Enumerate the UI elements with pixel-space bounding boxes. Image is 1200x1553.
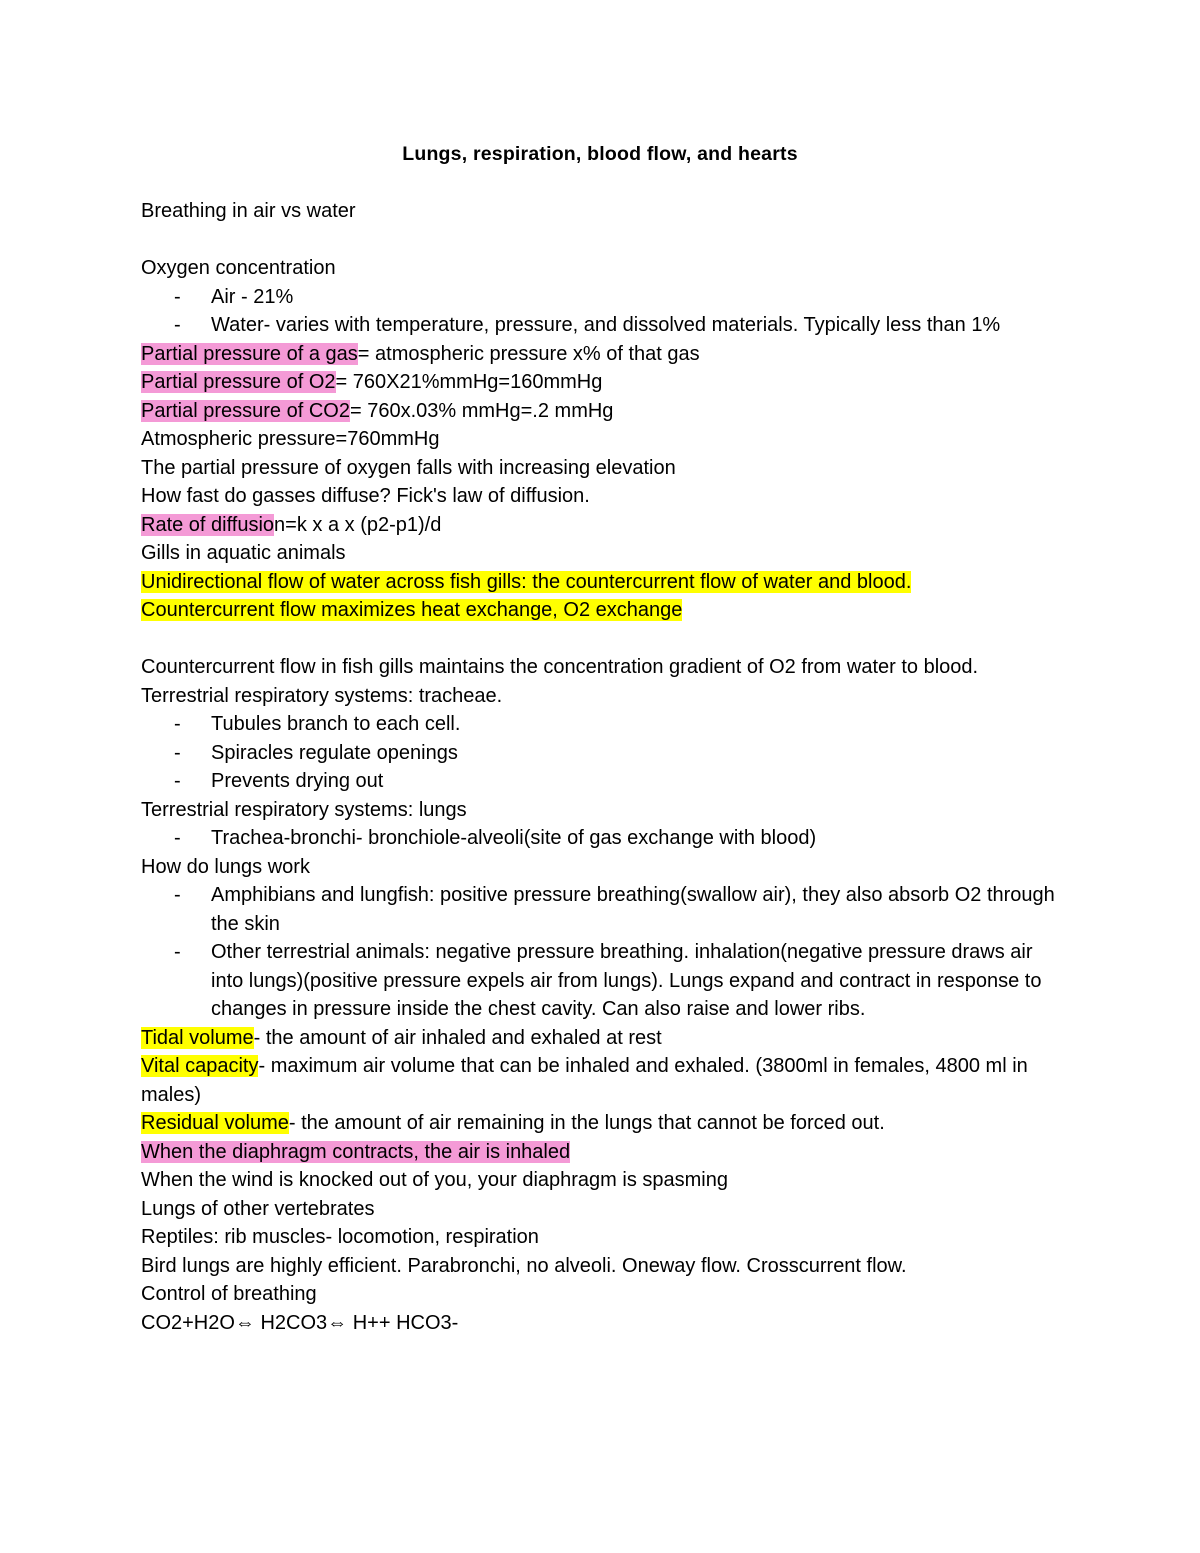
- pink-highlight: When the diaphragm contracts, the air is inhaled: [141, 1140, 571, 1163]
- document-body: [141, 197, 1061, 1337]
- bullet-dash: -: [174, 827, 181, 849]
- list-item-text: Other terrestrial animals: negative pressure breathing. inhalation(negative pressure draws air into lungs)(positive pressure expels air from lungs). Lungs expand and contract in response to changes in pressure inside the chest cavity. Can also raise and lower ribs.: [211, 941, 1042, 1020]
- list-item-text: Spiracles regulate openings: [211, 741, 458, 764]
- text-line: Atmospheric pressure=760mmHg: [141, 428, 440, 450]
- text-span: - the amount of air inhaled and exhaled at rest: [253, 1026, 662, 1049]
- bullet-dash: -: [174, 713, 181, 735]
- text-line: Reptiles: rib muscles- locomotion, respiration: [141, 1226, 539, 1248]
- list-item-text: Water- varies with temperature, pressure, and dissolved materials. Typically less than 1%: [211, 314, 1001, 336]
- list-item-text: Air - 21%: [211, 285, 294, 308]
- text-line: How fast do gasses diffuse? Fick's law of diffusion.: [141, 485, 590, 507]
- text-line: [141, 511, 1061, 540]
- text-line: [141, 1109, 1061, 1138]
- text-line: [141, 1052, 1061, 1109]
- pink-highlight: Rate of diffusio: [141, 513, 275, 536]
- blank-line: [141, 625, 1061, 654]
- bullet-dash: -: [174, 770, 181, 792]
- blank-line: [141, 226, 1061, 255]
- text-line: Breathing in air vs water: [141, 200, 356, 222]
- yellow-highlight: Tidal volume: [141, 1026, 254, 1049]
- text-line: [141, 397, 1061, 426]
- list-item-text: Amphibians and lungfish: positive pressure breathing(swallow air), they also absorb O2 through the skin: [211, 884, 1055, 935]
- text-line: Oxygen concentration: [141, 257, 336, 279]
- list-item: [141, 739, 1061, 768]
- text-span: - the amount of air remaining in the lungs that cannot be forced out.: [288, 1112, 885, 1134]
- text-span: = atmospheric pressure x% of that gas: [357, 342, 700, 365]
- bullet-dash: -: [174, 884, 181, 906]
- bullet-dash: -: [174, 285, 181, 308]
- text-line: When the wind is knocked out of you, your diaphragm is spasming: [141, 1169, 728, 1191]
- text-span: = 760X21%mmHg=160mmHg: [335, 371, 603, 393]
- yellow-highlight: Countercurrent flow maximizes heat exchange, O2 exchange: [141, 599, 683, 621]
- text-line: [141, 596, 1061, 625]
- text-line: The partial pressure of oxygen falls with increasing elevation: [141, 456, 676, 479]
- document-title: Lungs, respiration, blood flow, and hearts: [402, 143, 798, 165]
- list-item: [141, 767, 1061, 796]
- list-item: [141, 311, 1061, 340]
- bullet-dash: -: [174, 741, 181, 764]
- text-line: [141, 368, 1061, 397]
- text-line: [141, 1138, 1061, 1167]
- text-line: [141, 568, 1061, 597]
- pink-highlight: Partial pressure of a gas: [141, 342, 358, 365]
- list-item: [141, 824, 1061, 853]
- text-line: Control of breathing: [141, 1283, 317, 1305]
- bullet-dash: -: [174, 314, 181, 336]
- text-line: Terrestrial respiratory systems: lungs: [141, 798, 467, 821]
- text-span: - maximum air volume that can be inhaled and exhaled. (3800ml in females, 4800 ml in males): [141, 1055, 1028, 1106]
- yellow-highlight: Residual volume: [141, 1112, 289, 1134]
- text-line: CO2+H2O⇔ H2CO3⇔ H++ HCO3-: [141, 1311, 459, 1334]
- list-item-text: Tubules branch to each cell.: [211, 713, 461, 735]
- yellow-highlight: Vital capacity: [141, 1055, 259, 1077]
- list-item: [141, 283, 1061, 312]
- text-line: Countercurrent flow in fish gills maintains the concentration gradient of O2 from water to blood.: [141, 656, 979, 678]
- pink-highlight: Partial pressure of O2: [141, 371, 336, 393]
- text-line: [141, 1024, 1061, 1053]
- text-line: Gills in aquatic animals: [141, 542, 346, 564]
- list-item: [141, 881, 1061, 938]
- bullet-dash: -: [174, 941, 181, 963]
- list-item-text: Prevents drying out: [211, 770, 384, 792]
- text-span: n=k x a x (p2-p1)/d: [274, 513, 442, 536]
- text-span: = 760x.03% mmHg=.2 mmHg: [349, 399, 614, 422]
- list-item-text: Trachea-bronchi- bronchiole-alveoli(site of gas exchange with blood): [211, 827, 817, 849]
- text-line: How do lungs work: [141, 855, 310, 878]
- yellow-highlight: Unidirectional flow of water across fish gills: the countercurrent flow of water and blood.: [141, 570, 912, 593]
- text-line: Lungs of other vertebrates: [141, 1197, 375, 1220]
- pink-highlight: Partial pressure of CO2: [141, 399, 350, 422]
- text-line: Bird lungs are highly efficient. Parabronchi, no alveoli. Oneway flow. Crosscurrent flow.: [141, 1254, 907, 1277]
- list-item: [141, 710, 1061, 739]
- list-item: [141, 938, 1061, 1024]
- text-line: [141, 340, 1061, 369]
- text-line: Terrestrial respiratory systems: tracheae.: [141, 684, 503, 707]
